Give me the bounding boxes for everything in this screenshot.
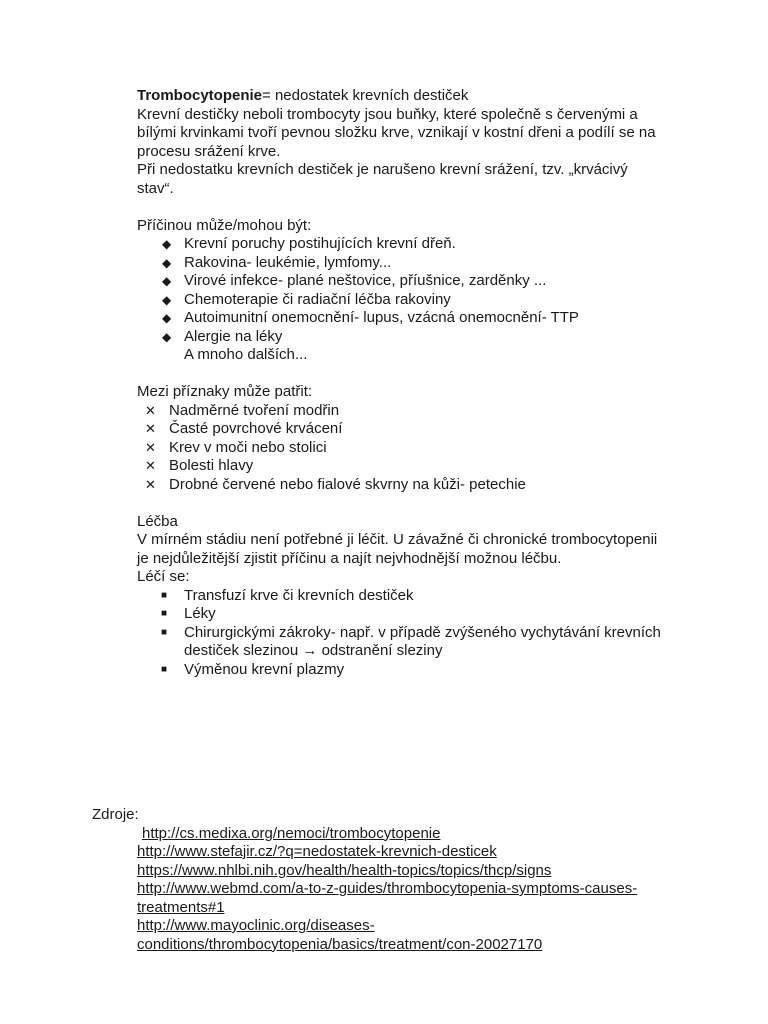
list-item: ✕ Krev v moči nebo stolici <box>145 438 327 456</box>
causes-heading: Příčinou může/mohou být: <box>137 216 312 234</box>
cross-bullet-icon: ✕ <box>145 439 156 455</box>
list-item: ✕ Bolesti hlavy <box>145 457 254 474</box>
symptoms-heading: Mezi příznaky může patřit: <box>137 383 313 400</box>
cross-bullet-icon: ✕ <box>145 402 156 418</box>
title-term: Trombocytopenie <box>137 87 263 104</box>
list-item: ◆ Chemoterapie či radiační léčba rakoviny <box>162 290 451 308</box>
treatment-list <box>137 587 697 680</box>
intro-line: Při nedostatku krevních destiček je narušeno krevní srážení, tzv. „krvácivý <box>137 161 628 178</box>
square-bullet-icon: ■ <box>161 589 168 601</box>
causes-more: A mnoho dalších... <box>184 346 308 363</box>
square-bullet-icon: ■ <box>161 608 168 619</box>
list-item: ◆ Rakovina- leukémie, lymfomy... <box>162 253 392 271</box>
source-link[interactable]: http://www.stefajir.cz/?q=nedostatek-krevnich-desticek <box>137 843 497 860</box>
intro-line: bílými krvinkami tvoří pevnou složku krve, vznikají v kostní dřeni a podílí se na <box>137 124 656 141</box>
list-item: ◆ Autoimunitní onemocnění- lupus, vzácná onemocnění- TTP <box>162 309 579 326</box>
sources-section <box>92 806 672 954</box>
list-item: ◆ Krevní poruchy postihujících krevní dřeň. <box>162 235 456 252</box>
source-link[interactable]: http://www.webmd.com/a-to-z-guides/thrombocytopenia-symptoms-causes-treatments#1 <box>137 880 638 916</box>
diamond-bullet-icon: ◆ <box>162 292 172 307</box>
source-link[interactable]: https://www.nhlbi.nih.gov/health/health-topics/topics/thcp/signs <box>137 861 552 879</box>
list-item: ✕ Nadměrné tvoření modřin <box>145 401 340 419</box>
sources-heading: Zdroje: <box>92 806 139 823</box>
cross-bullet-icon: ✕ <box>145 421 156 436</box>
diamond-bullet-icon: ◆ <box>162 237 172 251</box>
source-link[interactable]: http://cs.medixa.org/nemoci/trombocytopenie <box>142 824 441 842</box>
square-bullet-icon: ■ <box>161 663 168 675</box>
list-item: ■ Výměnou krevní plazmy <box>161 660 345 678</box>
diamond-bullet-icon: ◆ <box>162 255 172 270</box>
list-item: ■ Transfuzí krve či krevních destiček <box>161 586 414 604</box>
intro-line: Krevní destičky neboli trombocyty jsou buňky, které společně s červenými a <box>137 105 638 123</box>
list-item: ◆ Alergie na léky <box>162 327 283 345</box>
treatment-line: Léčí se: <box>137 568 190 585</box>
treatment-line: V mírném stádiu není potřebné ji léčit. U závažné či chronické trombocytopenii <box>137 531 658 548</box>
intro-line: procesu srážení krve. <box>137 142 281 160</box>
document-body <box>137 87 697 679</box>
cross-bullet-icon: ✕ <box>145 476 156 492</box>
diamond-bullet-icon: ◆ <box>162 329 172 344</box>
cross-bullet-icon: ✕ <box>145 458 156 473</box>
document-title <box>137 87 697 106</box>
treatment-line: je nejdůležitější zjistit příčinu a najít nejvhodnější možnou léčbu. <box>137 549 562 567</box>
list-item: ✕ Časté povrchové krvácení <box>145 420 343 437</box>
list-item: ■ Chirurgickými zákroky- např. v případě zvýšeného vychytávání krevních destiček slezinou → odstranění sleziny <box>161 623 661 659</box>
intro-line: stav“. <box>137 179 174 197</box>
list-item: ■ Léky <box>161 605 216 622</box>
square-bullet-icon: ■ <box>161 626 168 638</box>
title-definition: = nedostatek krevních destiček <box>262 87 469 104</box>
source-link[interactable]: http://www.mayoclinic.org/diseases-conditions/thrombocytopenia/basics/treatment/con-20027170 <box>137 917 543 953</box>
list-item: ✕ Drobné červené nebo fialové skvrny na kůži- petechie <box>145 475 526 493</box>
treatment-heading: Léčba <box>137 512 178 530</box>
causes-list <box>137 235 697 346</box>
diamond-bullet-icon: ◆ <box>162 311 172 325</box>
list-item: ◆ Virové infekce- plané neštovice, příušnice, zarděnky ... <box>162 272 547 289</box>
diamond-bullet-icon: ◆ <box>162 274 172 288</box>
symptoms-list <box>137 402 697 495</box>
